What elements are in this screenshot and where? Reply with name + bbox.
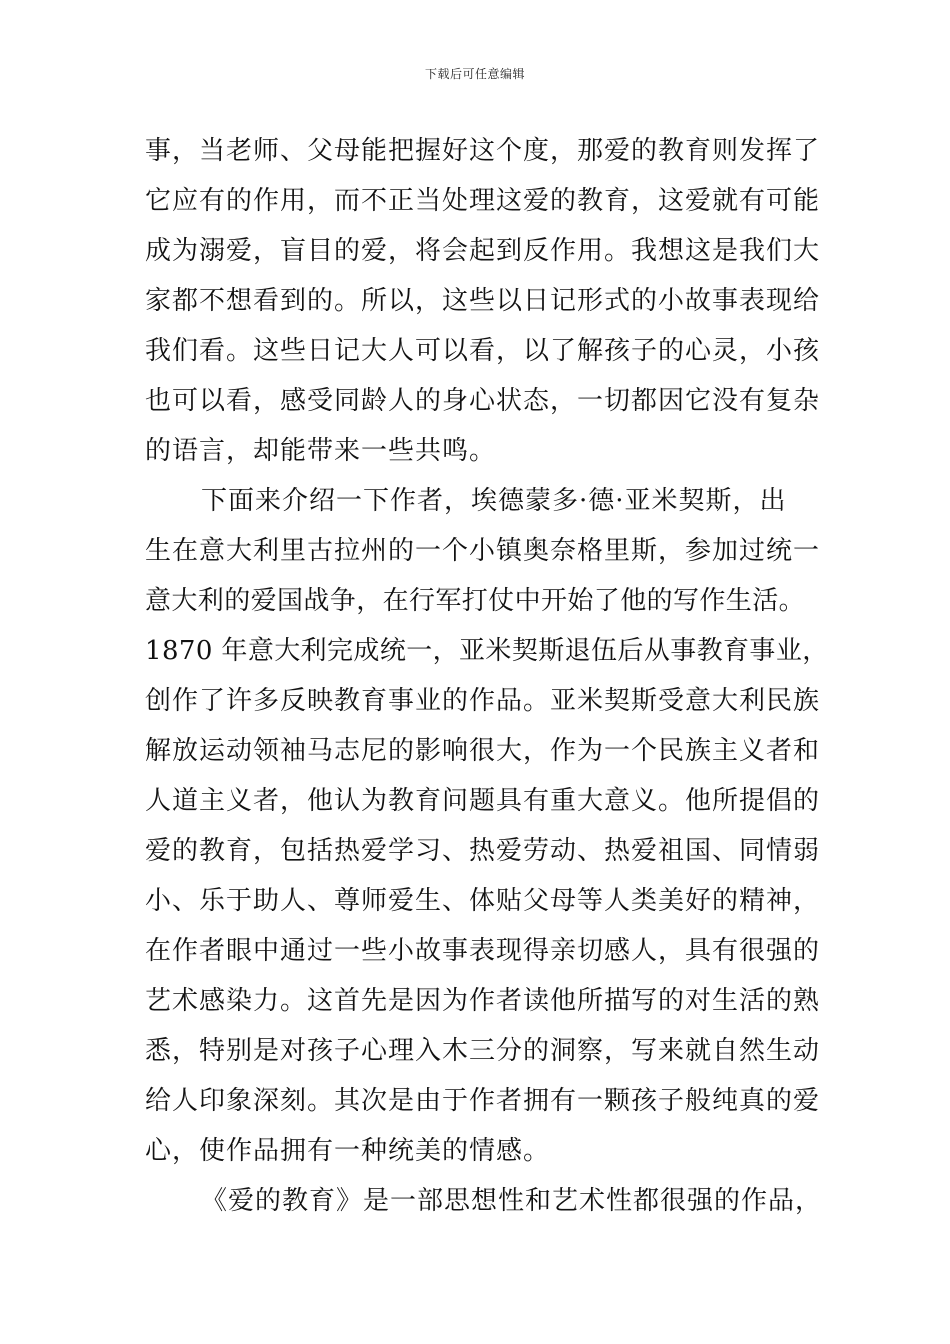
text-line: 爱的教育，包括热爱学习、热爱劳动、热爱祖国、同情弱 [145,836,821,866]
text-line: 也可以看，感受同龄人的身心状态，一切都因它没有复杂 [145,386,821,416]
text-line: 的语言，却能带来一些共鸣。 [145,436,497,466]
text-line: 解放运动领袖马志尼的影响很大，作为一个民族主义者和 [145,736,821,766]
text-line: 心，使作品拥有一种统美的情感。 [145,1136,551,1166]
text-line: 创作了许多反映教育事业的作品。亚米契斯受意大利民族 [145,686,821,716]
text-line: 事，当老师、父母能把握好这个度，那爱的教育则发挥了 [145,136,821,166]
text-line: 家都不想看到的。所以，这些以日记形式的小故事表现给 [145,286,821,316]
text-line: 悉，特别是对孩子心理入木三分的洞察，写来就自然生动 [145,1036,821,1066]
text-line: 我们看。这些日记大人可以看，以了解孩子的心灵，小孩 [145,336,821,366]
text-line: 给人印象深刻。其次是由于作者拥有一颗孩子般纯真的爱 [145,1086,821,1116]
text-line: 艺术感染力。这首先是因为作者读他所描写的对生活的熟 [145,986,821,1016]
text-line: 小、乐于助人、尊师爱生、体贴父母等人类美好的精神， [145,886,821,916]
text-line: 它应有的作用，而不正当处理这爱的教育，这爱就有可能 [145,186,821,216]
page-header-note: 下载后可任意编辑 [424,67,525,81]
paragraph-start-line: 下面来介绍一下作者，埃德蒙多·德·亚米契斯，出 [201,486,787,516]
text-line: 人道主义者，他认为教育问题具有重大意义。他所提倡的 [145,786,821,816]
document-body [145,126,829,1226]
text-line: 在作者眼中通过一些小故事表现得亲切感人，具有很强的 [145,936,821,966]
text-line: 1870 年意大利完成统一，亚米契斯退伍后从事教育事业， [145,636,829,666]
text-line: 意大利的爱国战争，在行军打仗中开始了他的写作生活。 [145,586,806,616]
text-line: 成为溺爱，盲目的爱，将会起到反作用。我想这是我们大 [145,236,821,266]
paragraph-start-line: 《爱的教育》是一部思想性和艺术性都很强的作品， [201,1186,823,1216]
text-line: 生在意大利里古拉州的一个小镇奥奈格里斯，参加过统一 [145,536,821,566]
